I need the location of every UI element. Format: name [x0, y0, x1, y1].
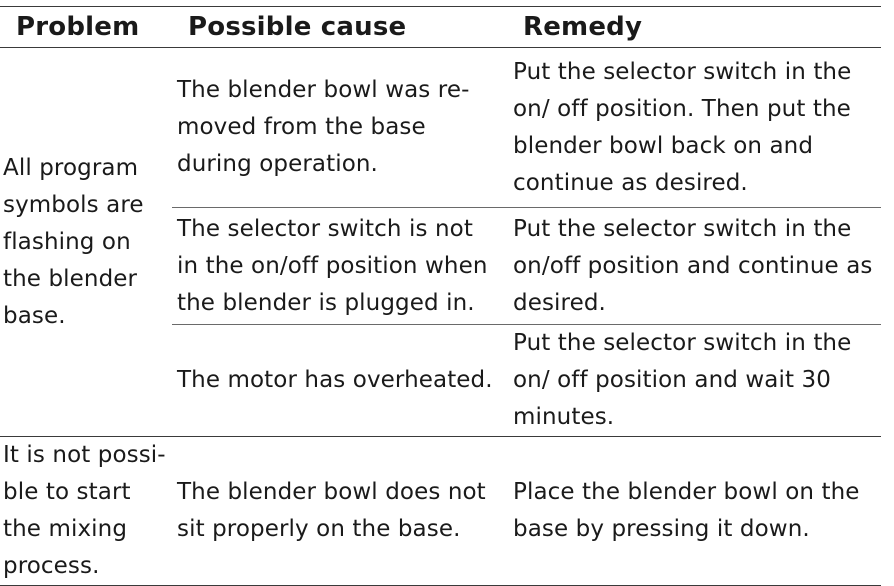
table-row: [0, 48, 881, 208]
table-body: [0, 48, 881, 586]
header-problem: Problem: [0, 7, 172, 48]
problem-cell: It is not possi- ble to start the mixing process.: [0, 437, 172, 586]
problem-cell: All program symbols are flashing on the blender base.: [0, 48, 172, 437]
remedy-cell: Put the selector switch in the on/off position and continue as desired.: [507, 208, 881, 325]
cause-cell: The selector switch is not in the on/off position when the blender is plugged in.: [172, 208, 507, 325]
table-header: [0, 7, 881, 48]
cause-cell: The blender bowl was re- moved from the base during operation.: [172, 48, 507, 208]
cause-cell: The motor has overheated.: [172, 325, 507, 437]
header-remedy: Remedy: [507, 7, 881, 48]
header-row: [0, 7, 881, 48]
remedy-cell: Put the selector switch in the on/ off position and wait 30 minutes.: [507, 325, 881, 437]
table-row: [0, 437, 881, 586]
remedy-cell: Place the blender bowl on the base by pressing it down.: [507, 437, 881, 586]
remedy-cell: Put the selector switch in the on/ off position. Then put the blender bowl back on and continue as desired.: [507, 48, 881, 208]
header-possible-cause: Possible cause: [172, 7, 507, 48]
cause-cell: The blender bowl does not sit properly on the base.: [172, 437, 507, 586]
troubleshooting-table: [0, 6, 881, 586]
